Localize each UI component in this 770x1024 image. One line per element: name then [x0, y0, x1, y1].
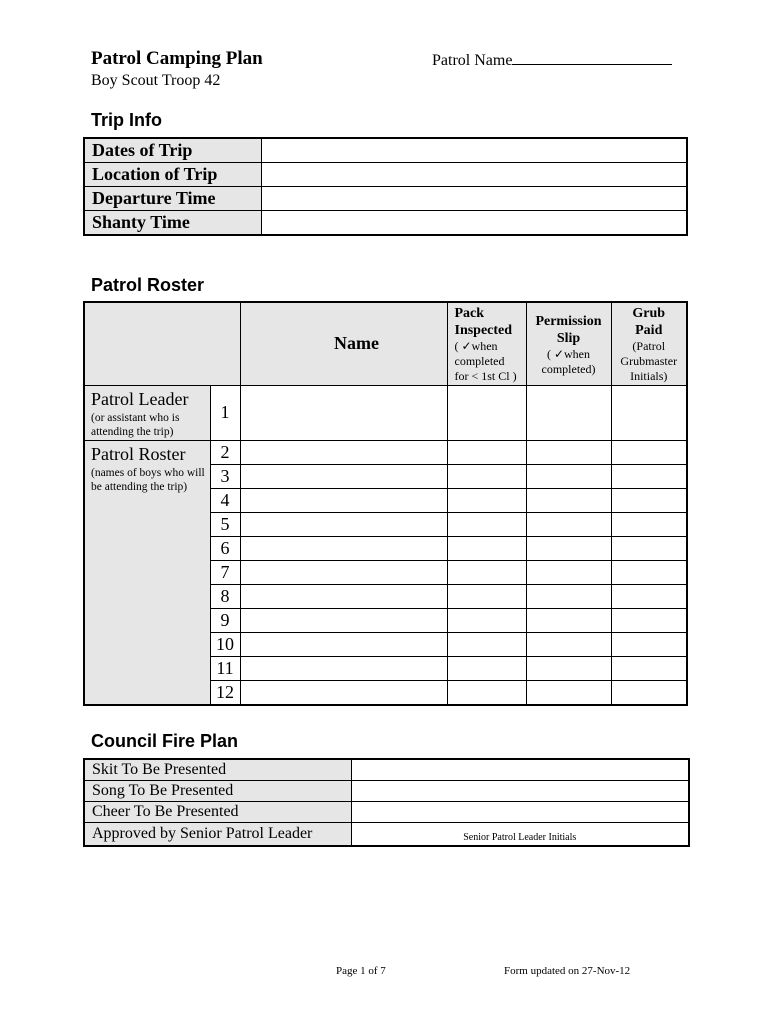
pack-inspected-cell[interactable]	[447, 680, 526, 705]
patrol-roster-heading: Patrol Roster	[91, 275, 205, 295]
row-number: 1	[210, 385, 240, 440]
roster-header-blank	[84, 302, 240, 385]
patrol-name-field[interactable]	[432, 50, 672, 70]
pack-inspected-header: Pack Inspected ( ✓when completed for < 1st Cl )	[447, 302, 526, 385]
grub-paid-cell[interactable]	[611, 536, 687, 560]
pack-inspected-cell[interactable]	[447, 560, 526, 584]
pack-inspected-cell[interactable]	[447, 464, 526, 488]
permission-slip-cell[interactable]	[526, 440, 611, 464]
pack-inspected-cell[interactable]	[447, 440, 526, 464]
row-number: 6	[210, 536, 240, 560]
permission-slip-cell[interactable]	[526, 584, 611, 608]
trip-label: Dates of Trip	[84, 138, 261, 163]
trip-value-cell[interactable]	[261, 163, 687, 187]
name-cell[interactable]	[240, 440, 447, 464]
patrol-roster-table	[83, 301, 688, 706]
grub-paid-cell[interactable]	[611, 464, 687, 488]
fire-row-song	[84, 781, 689, 802]
grub-paid-cell[interactable]	[611, 608, 687, 632]
name-cell[interactable]	[240, 584, 447, 608]
name-cell[interactable]	[240, 656, 447, 680]
permission-slip-cell[interactable]	[526, 656, 611, 680]
name-cell[interactable]	[240, 385, 447, 440]
trip-row-shanty	[84, 211, 687, 236]
row-number: 12	[210, 680, 240, 705]
permission-slip-cell[interactable]	[526, 608, 611, 632]
roster-header-row	[84, 302, 687, 385]
trip-value-cell[interactable]	[261, 138, 687, 163]
row-number: 4	[210, 488, 240, 512]
pack-inspected-cell[interactable]	[447, 656, 526, 680]
permission-slip-cell[interactable]	[526, 680, 611, 705]
pack-inspected-cell[interactable]	[447, 512, 526, 536]
patrol-name-blank[interactable]	[512, 50, 672, 65]
fire-value-cell[interactable]	[351, 759, 689, 781]
grub-paid-cell[interactable]	[611, 512, 687, 536]
fire-label: Cheer To Be Presented	[84, 802, 351, 823]
trip-value-cell[interactable]	[261, 211, 687, 236]
name-cell[interactable]	[240, 632, 447, 656]
pack-inspected-cell[interactable]	[447, 536, 526, 560]
row-number: 10	[210, 632, 240, 656]
fire-label: Approved by Senior Patrol Leader	[84, 823, 351, 847]
name-cell[interactable]	[240, 536, 447, 560]
trip-row-location	[84, 163, 687, 187]
grub-paid-cell[interactable]	[611, 560, 687, 584]
grub-paid-header: Grub Paid (Patrol Grubmaster Initials)	[611, 302, 687, 385]
fire-row-cheer	[84, 802, 689, 823]
row-number: 9	[210, 608, 240, 632]
permission-slip-cell[interactable]	[526, 512, 611, 536]
grub-paid-cell[interactable]	[611, 385, 687, 440]
fire-row-skit	[84, 759, 689, 781]
patrol-name-label: Patrol Name	[432, 52, 513, 69]
trip-info-table	[83, 137, 688, 236]
permission-slip-cell[interactable]	[526, 560, 611, 584]
fire-row-approval	[84, 823, 689, 847]
row-number: 11	[210, 656, 240, 680]
patrol-roster-label: Patrol Roster (names of boys who will be attending the trip)	[84, 440, 210, 705]
row-number: 3	[210, 464, 240, 488]
name-cell[interactable]	[240, 560, 447, 584]
trip-row-departure	[84, 187, 687, 211]
trip-label: Departure Time	[84, 187, 261, 211]
permission-slip-cell[interactable]	[526, 488, 611, 512]
trip-value-cell[interactable]	[261, 187, 687, 211]
grub-paid-cell[interactable]	[611, 632, 687, 656]
grub-paid-cell[interactable]	[611, 584, 687, 608]
fire-label: Song To Be Presented	[84, 781, 351, 802]
grub-paid-cell[interactable]	[611, 488, 687, 512]
fire-value-cell[interactable]	[351, 802, 689, 823]
fire-label: Skit To Be Presented	[84, 759, 351, 781]
permission-slip-cell[interactable]	[526, 385, 611, 440]
council-fire-table	[83, 758, 690, 847]
patrol-leader-label: Patrol Leader (or assistant who is attending the trip)	[84, 385, 210, 440]
page-title: Patrol Camping Plan	[91, 48, 263, 69]
pack-inspected-cell[interactable]	[447, 632, 526, 656]
roster-row-1	[84, 385, 687, 440]
row-number: 8	[210, 584, 240, 608]
row-number: 2	[210, 440, 240, 464]
page-number: Page 1 of 7	[336, 965, 386, 977]
troop-subtitle: Boy Scout Troop 42	[91, 72, 221, 89]
pack-inspected-cell[interactable]	[447, 488, 526, 512]
pack-inspected-cell[interactable]	[447, 584, 526, 608]
name-cell[interactable]	[240, 512, 447, 536]
permission-slip-cell[interactable]	[526, 464, 611, 488]
council-fire-heading: Council Fire Plan	[91, 731, 239, 751]
grub-paid-cell[interactable]	[611, 680, 687, 705]
spl-initials-cell[interactable]: Senior Patrol Leader Initials	[351, 823, 689, 847]
form-updated-date: Form updated on 27-Nov-12	[504, 965, 631, 977]
grub-paid-cell[interactable]	[611, 656, 687, 680]
permission-slip-header: Permission Slip ( ✓when completed)	[526, 302, 611, 385]
row-number: 5	[210, 512, 240, 536]
fire-value-cell[interactable]	[351, 781, 689, 802]
permission-slip-cell[interactable]	[526, 536, 611, 560]
pack-inspected-cell[interactable]	[447, 385, 526, 440]
row-number: 7	[210, 560, 240, 584]
trip-label: Location of Trip	[84, 163, 261, 187]
trip-row-dates	[84, 138, 687, 163]
name-cell[interactable]	[240, 680, 447, 705]
trip-info-heading: Trip Info	[91, 110, 162, 130]
permission-slip-cell[interactable]	[526, 632, 611, 656]
name-column-header: Name	[240, 302, 447, 385]
name-cell[interactable]	[240, 608, 447, 632]
roster-row-2	[84, 440, 687, 464]
trip-label: Shanty Time	[84, 211, 261, 236]
name-cell[interactable]	[240, 488, 447, 512]
pack-inspected-cell[interactable]	[447, 608, 526, 632]
grub-paid-cell[interactable]	[611, 440, 687, 464]
name-cell[interactable]	[240, 464, 447, 488]
